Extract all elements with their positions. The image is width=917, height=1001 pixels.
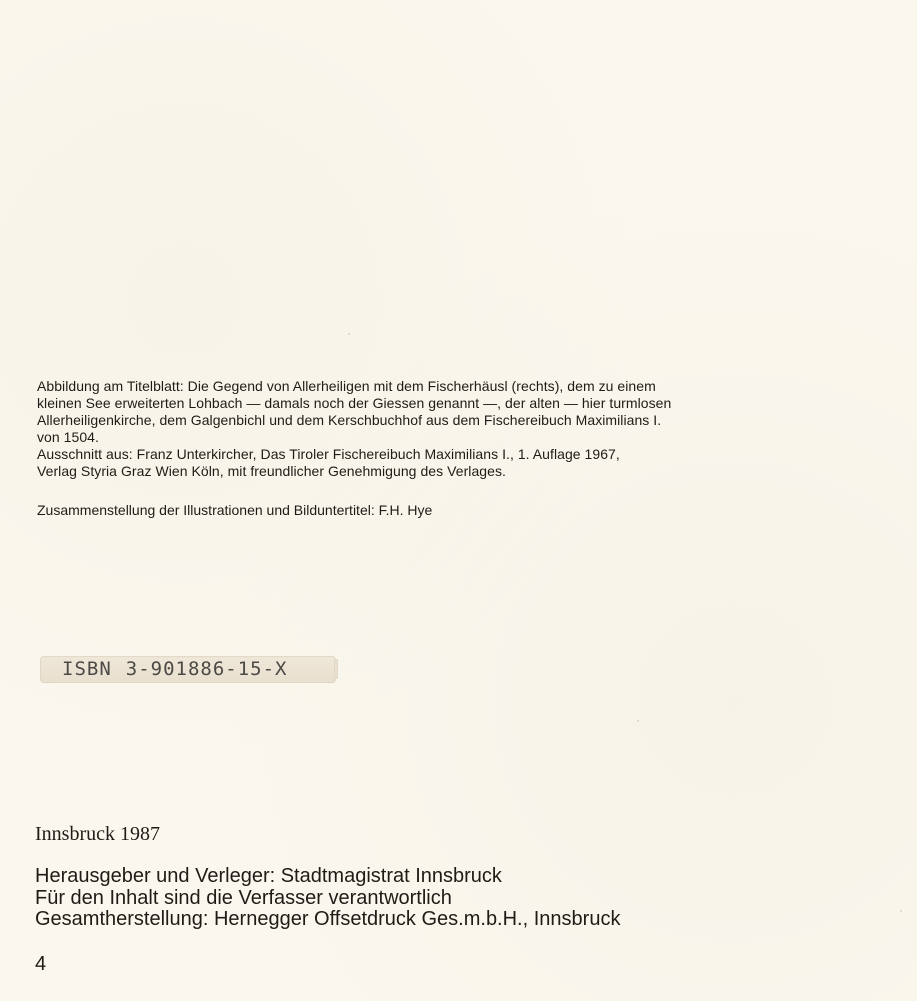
caption-source-line: Verlag Styria Graz Wien Köln, mit freundlicher Genehmigung des Verlages. — [37, 463, 506, 479]
caption-line: Allerheiligenkirche, dem Galgenbichl und dem Kerschbuchhof aus dem Fischereibuch Maximilians I. — [37, 412, 662, 428]
caption-line: von 1504. — [37, 429, 99, 445]
isbn-number: 3-901886-15-X — [125, 658, 288, 680]
page-number: 4 — [35, 953, 47, 975]
caption-line: kleinen See erweiterten Lohbach — damals noch der Giessen genannt —, der alten — hier turmlosen — [37, 395, 672, 411]
caption-line: Abbildung am Titelblatt: Die Gegend von Allerheiligen mit dem Fischerhäusl (rechts), dem zu einem — [37, 378, 656, 394]
illustration-credits: Zusammenstellung der Illustrationen und Bilduntertitel: F.H. Hye — [37, 502, 433, 518]
publisher-info — [35, 866, 620, 931]
isbn-sticker — [40, 656, 336, 683]
isbn-sticker-edge — [334, 659, 338, 679]
paper-speck — [637, 720, 639, 722]
isbn-prefix: ISBN — [62, 658, 112, 680]
paper-speck — [900, 910, 902, 912]
publisher-line: Herausgeber und Verleger: Stadtmagistrat Innsbruck — [35, 865, 502, 887]
title-illustration-caption — [37, 378, 847, 480]
publication-place-year: Innsbruck 1987 — [35, 823, 160, 845]
paper-speck — [348, 333, 350, 335]
responsibility-line: Für den Inhalt sind die Verfasser verantwortlich — [35, 886, 452, 909]
caption-source-line: Ausschnitt aus: Franz Unterkircher, Das Tiroler Fischereibuch Maximilians I., 1. Auflage 1967, — [37, 446, 620, 462]
printer-line: Gesamtherstellung: Hernegger Offsetdruck Ges.m.b.H., Innsbruck — [35, 908, 621, 930]
